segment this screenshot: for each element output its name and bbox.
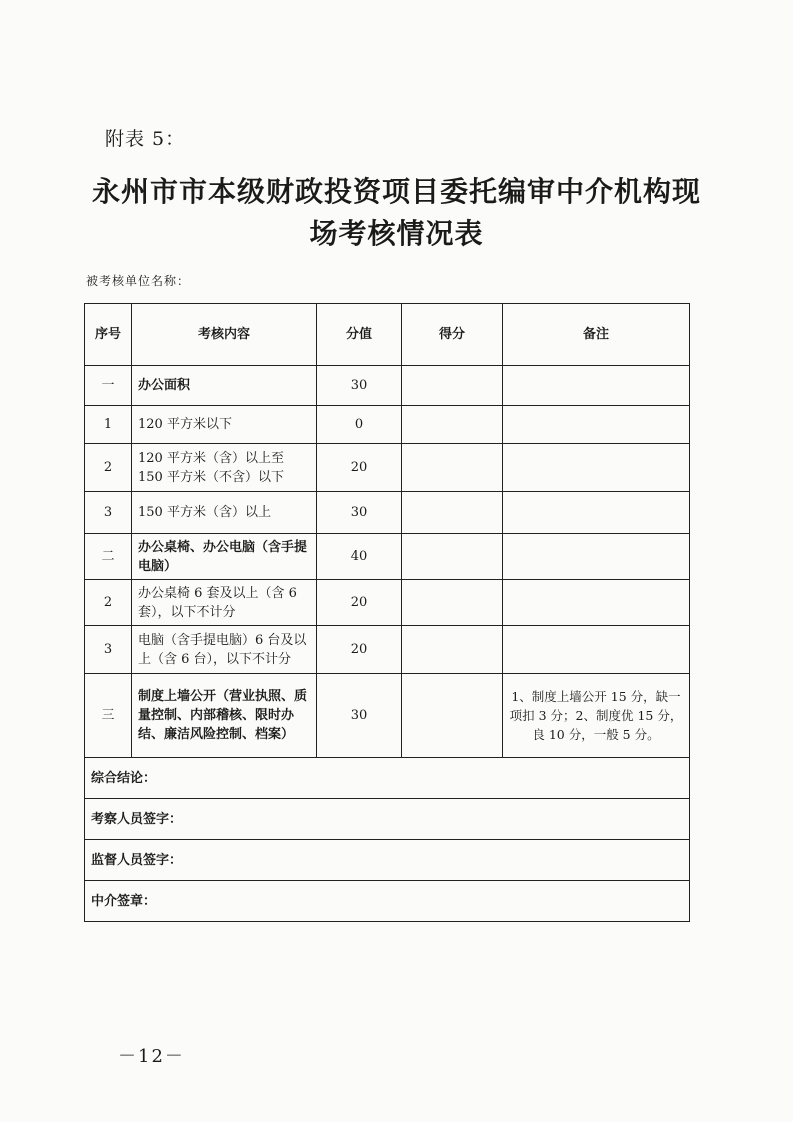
row-no: 三	[85, 674, 132, 758]
row-got-cell[interactable]	[402, 444, 503, 492]
row-content: 120 平方米（含）以上至 150 平方米（不含）以下	[132, 444, 317, 492]
footer-row-conclusion	[85, 758, 690, 799]
row-score: 20	[317, 580, 402, 626]
header-content: 考核内容	[132, 304, 317, 366]
row-note-cell	[503, 626, 690, 674]
row-got-cell[interactable]	[402, 366, 503, 406]
row-score: 0	[317, 406, 402, 444]
table-row	[85, 444, 690, 492]
row-no: 3	[85, 492, 132, 534]
table-row	[85, 406, 690, 444]
row-got-cell[interactable]	[402, 534, 503, 580]
footer-row-inspector-signature	[85, 799, 690, 840]
footer-row-agency-seal	[85, 881, 690, 922]
row-got-cell[interactable]	[402, 626, 503, 674]
row-content: 办公桌椅、办公电脑（含手提电脑）	[132, 534, 317, 580]
appendix-label: 附表 5：	[105, 128, 186, 150]
header-note: 备注	[503, 304, 690, 366]
row-note-cell	[503, 534, 690, 580]
row-no: 一	[85, 366, 132, 406]
row-content: 120 平方米以下	[132, 406, 317, 444]
row-note-cell	[503, 444, 690, 492]
row-score: 30	[317, 674, 402, 758]
header-no: 序号	[85, 304, 132, 366]
row-no: 二	[85, 534, 132, 580]
row-no: 2	[85, 444, 132, 492]
row-content: 150 平方米（含）以上	[132, 492, 317, 534]
table-row	[85, 492, 690, 534]
row-score: 20	[317, 626, 402, 674]
row-no: 2	[85, 580, 132, 626]
inspector-signature-field[interactable]: 考察人员签字：	[85, 799, 690, 840]
table-row	[85, 580, 690, 626]
evaluated-unit-label: 被考核单位名称：	[86, 274, 191, 288]
supervisor-signature-field[interactable]: 监督人员签字：	[85, 840, 690, 881]
row-score: 20	[317, 444, 402, 492]
row-note-cell	[503, 580, 690, 626]
conclusion-field[interactable]: 综合结论：	[85, 758, 690, 799]
row-note-cell: 1、制度上墙公开 15 分，缺一项扣 3 分；2、制度优 15 分，良 10 分，一般 5 分。	[503, 674, 690, 758]
row-content: 电脑（含手提电脑）6 台及以上（含 6 台），以下不计分	[132, 626, 317, 674]
row-content: 办公面积	[132, 366, 317, 406]
footer-row-supervisor-signature	[85, 840, 690, 881]
row-got-cell[interactable]	[402, 674, 503, 758]
row-score: 40	[317, 534, 402, 580]
table-row	[85, 534, 690, 580]
row-got-cell[interactable]	[402, 406, 503, 444]
row-note-cell	[503, 492, 690, 534]
table-header-row	[85, 304, 690, 366]
evaluation-table	[84, 303, 690, 922]
document-title-line-2: 场考核情况表	[309, 217, 484, 250]
row-score: 30	[317, 492, 402, 534]
row-no: 3	[85, 626, 132, 674]
row-got-cell[interactable]	[402, 492, 503, 534]
table-row	[85, 626, 690, 674]
agency-seal-field[interactable]: 中介签章：	[85, 881, 690, 922]
document-title-line-1: 永州市市本级财政投资项目委托编审中介机构现	[91, 175, 701, 208]
row-content: 办公桌椅 6 套及以上（含 6 套），以下不计分	[132, 580, 317, 626]
header-got: 得分	[402, 304, 503, 366]
page-number: －12－	[118, 1046, 185, 1067]
row-content: 制度上墙公开（营业执照、质量控制、内部稽核、限时办结、廉洁风险控制、档案）	[132, 674, 317, 758]
table-row	[85, 674, 690, 758]
row-note-cell	[503, 366, 690, 406]
row-note-cell	[503, 406, 690, 444]
row-got-cell[interactable]	[402, 580, 503, 626]
row-score: 30	[317, 366, 402, 406]
row-no: 1	[85, 406, 132, 444]
table-row	[85, 366, 690, 406]
header-score: 分值	[317, 304, 402, 366]
